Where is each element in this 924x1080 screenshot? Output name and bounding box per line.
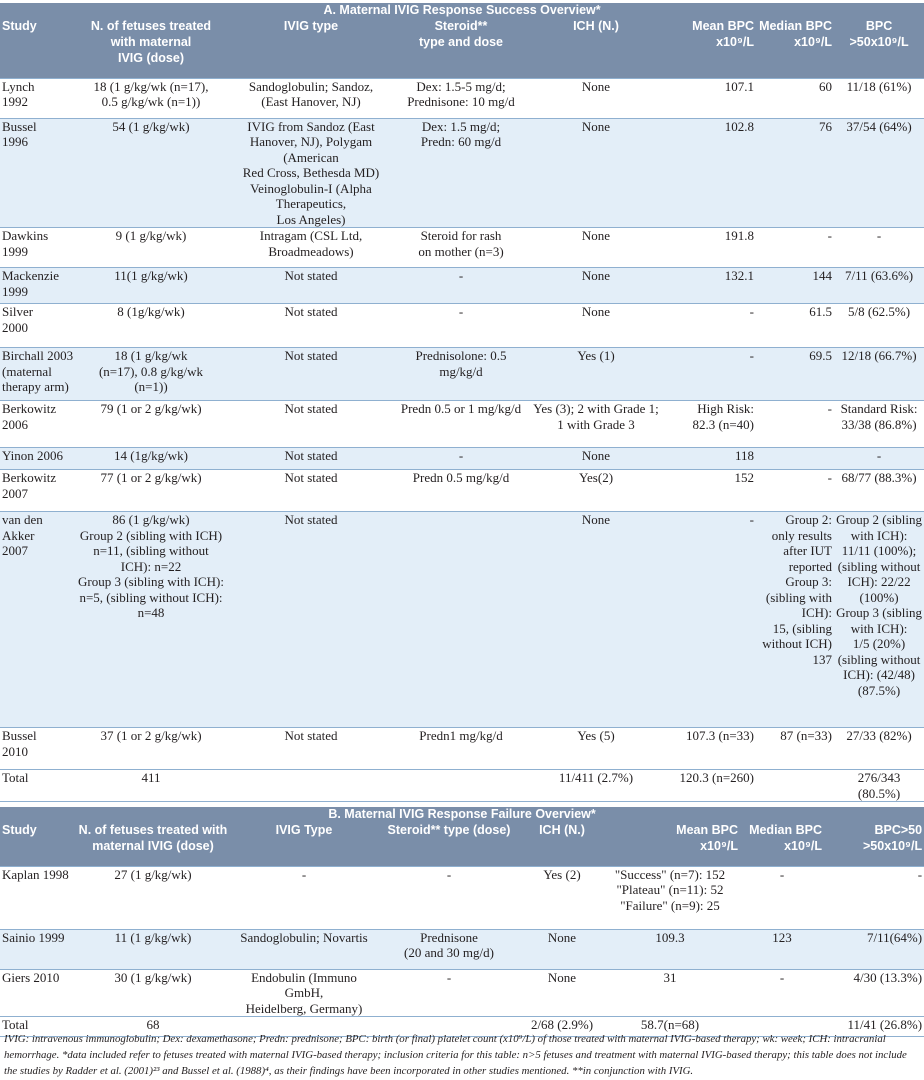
table-row bbox=[0, 728, 924, 770]
table-cell: Yes (5) bbox=[526, 728, 666, 770]
table-row bbox=[0, 866, 924, 929]
table-cell: Giers 2010 bbox=[0, 969, 72, 1017]
table-cell: Dex: 1.5 mg/d; Predn: 60 mg/d bbox=[396, 118, 526, 228]
total-cell: 2/68 (2.9%) bbox=[524, 1017, 600, 1037]
table-cell: 27/33 (82%) bbox=[834, 728, 924, 770]
table-cell: Group 2 (sibling with ICH): 11/11 (100%); (sibling without ICH): 22/22 (100%) Group 3 (sibling with ICH): 1/5 (20%) (sibling without ICH): (42/48) (87.5%) bbox=[834, 512, 924, 728]
table-cell: 27 (1 g/kg/wk) bbox=[72, 866, 234, 929]
table-cell: 12/18 (66.7%) bbox=[834, 348, 924, 401]
header-median-bpc: Median BPC x10⁹/L bbox=[756, 18, 834, 78]
table-cell: Mackenzie 1999 bbox=[0, 268, 76, 304]
table-cell: IVIG from Sandoz (East Hanover, NJ), Polygam (American Red Cross, Bethesda MD) Veinoglobulin-I (Alpha Therapeutics, Los Angeles) bbox=[226, 118, 396, 228]
total-cell: Total bbox=[0, 770, 76, 802]
table-cell: 60 bbox=[756, 78, 834, 118]
table-row bbox=[0, 304, 924, 348]
table-row bbox=[0, 401, 924, 448]
table-cell: Not stated bbox=[226, 728, 396, 770]
table-cell: 30 (1 g/kg/wk) bbox=[72, 969, 234, 1017]
table-cell: 9 (1 g/kg/wk) bbox=[76, 228, 226, 268]
table-cell: - bbox=[666, 348, 756, 401]
table-cell: Not stated bbox=[226, 470, 396, 512]
table-cell: Predn1 mg/kg/d bbox=[396, 728, 526, 770]
table-cell: 107.1 bbox=[666, 78, 756, 118]
table-cell: None bbox=[526, 228, 666, 268]
table-cell: 79 (1 or 2 g/kg/wk) bbox=[76, 401, 226, 448]
table-row bbox=[0, 929, 924, 969]
table-cell: - bbox=[396, 304, 526, 348]
table-row bbox=[0, 969, 924, 1017]
table-cell: 77 (1 or 2 g/kg/wk) bbox=[76, 470, 226, 512]
table-cell: None bbox=[526, 448, 666, 470]
table-cell: None bbox=[524, 929, 600, 969]
header-steroid: Steroid** type and dose bbox=[396, 18, 526, 78]
table-cell: Not stated bbox=[226, 512, 396, 728]
table-cell: Silver 2000 bbox=[0, 304, 76, 348]
header-fetuses: N. of fetuses treated with maternal IVIG (dose) bbox=[76, 18, 226, 78]
table-cell: 4/30 (13.3%) bbox=[824, 969, 924, 1017]
header-ich: ICH (N.) bbox=[524, 822, 600, 866]
table-cell bbox=[396, 512, 526, 728]
table-cell: Berkowitz 2006 bbox=[0, 401, 76, 448]
table-b-title: B. Maternal IVIG Response Failure Overview* bbox=[0, 807, 924, 822]
header-steroid: Steroid** type (dose) bbox=[374, 822, 524, 866]
table-row bbox=[0, 268, 924, 304]
table-row bbox=[0, 78, 924, 118]
header-study: Study bbox=[0, 18, 76, 78]
table-cell: - bbox=[756, 401, 834, 448]
total-cell: 58.7(n=68) bbox=[600, 1017, 740, 1037]
table-cell: Not stated bbox=[226, 304, 396, 348]
table-cell: - bbox=[834, 448, 924, 470]
table-row bbox=[0, 448, 924, 470]
table-b-body bbox=[0, 866, 924, 1037]
total-cell: 411 bbox=[76, 770, 226, 802]
table-cell: 118 bbox=[666, 448, 756, 470]
header-fetuses: N. of fetuses treated with maternal IVIG (dose) bbox=[72, 822, 234, 866]
table-cell: Steroid for rash on mother (n=3) bbox=[396, 228, 526, 268]
table-cell: - bbox=[740, 866, 824, 929]
table-cell: Bussel 2010 bbox=[0, 728, 76, 770]
table-b-title-row bbox=[0, 807, 924, 822]
table-cell: Sandoglobulin; Sandoz, (East Hanover, NJ) bbox=[226, 78, 396, 118]
table-cell: - bbox=[374, 866, 524, 929]
table-cell: 5/8 (62.5%) bbox=[834, 304, 924, 348]
table-cell: Yes (1) bbox=[526, 348, 666, 401]
table-cell: - bbox=[666, 304, 756, 348]
table-row bbox=[0, 118, 924, 228]
table-cell: Sainio 1999 bbox=[0, 929, 72, 969]
header-study: Study bbox=[0, 822, 72, 866]
total-cell: 68 bbox=[72, 1017, 234, 1037]
table-cell: Prednisolone: 0.5 mg/kg/d bbox=[396, 348, 526, 401]
table-cell: 191.8 bbox=[666, 228, 756, 268]
table-cell: 109.3 bbox=[600, 929, 740, 969]
table-cell: Berkowitz 2007 bbox=[0, 470, 76, 512]
table-cell: Not stated bbox=[226, 348, 396, 401]
table-cell: 18 (1 g/kg/wk (n=17), 0.5 g/kg/wk (n=1)) bbox=[76, 78, 226, 118]
footnote: IVIG: intravenous immunoglobulin; Dex: dexamethasone; Predn: prednisone; BPC: birth (or final) platelet count (x10⁹/L) of those treated with maternal IVIG-based therapy; wk: week; ICH: intracranial hemorrhage. *data included refer to fetuses treated with maternal IVIG-based therapy; inclusion criteria for this table: n>5 fetuses and treatment with maternal IVIG-based therapy; this table does not include the studies by Radder et al. (2001)²³ and Bussel et al. (1988)⁴, as their findings have been incorporated in other studies mentioned. **in conjunction with IVIG. bbox=[4, 1033, 907, 1077]
table-cell: Sandoglobulin; Novartis bbox=[234, 929, 374, 969]
table-cell: Predn 0.5 mg/kg/d bbox=[396, 470, 526, 512]
table-a-title-row bbox=[0, 3, 924, 18]
total-cell bbox=[396, 770, 526, 802]
table-cell: 87 (n=33) bbox=[756, 728, 834, 770]
table-cell: Predn 0.5 or 1 mg/kg/d bbox=[396, 401, 526, 448]
table-a-body bbox=[0, 78, 924, 802]
table-row bbox=[0, 348, 924, 401]
table-cell: None bbox=[526, 304, 666, 348]
header-ivig-type: IVIG type bbox=[226, 18, 396, 78]
total-cell: Total bbox=[0, 1017, 72, 1037]
table-row bbox=[0, 228, 924, 268]
header-bpc-50: BPC >50x10⁹/L bbox=[834, 18, 924, 78]
table-cell: 132.1 bbox=[666, 268, 756, 304]
table-cell: - bbox=[234, 866, 374, 929]
table-cell: Lynch 1992 bbox=[0, 78, 76, 118]
header-mean-bpc: Mean BPC x10⁹/L bbox=[666, 18, 756, 78]
table-cell: - bbox=[756, 228, 834, 268]
table-cell: 152 bbox=[666, 470, 756, 512]
table-cell: 86 (1 g/kg/wk) Group 2 (sibling with ICH) n=11, (sibling without ICH): n=22 Group 3 (sibling with ICH): n=5, (sibling without ICH): n=48 bbox=[76, 512, 226, 728]
table-cell: Not stated bbox=[226, 268, 396, 304]
table-cell: - bbox=[396, 268, 526, 304]
table-cell: Yes(2) bbox=[526, 470, 666, 512]
table-cell: 31 bbox=[600, 969, 740, 1017]
total-cell bbox=[226, 770, 396, 802]
table-cell bbox=[756, 448, 834, 470]
table-cell: 69.5 bbox=[756, 348, 834, 401]
table-cell: Group 2: only results after IUT reported Group 3: (sibling with ICH): 15, (sibling without ICH) 137 bbox=[756, 512, 834, 728]
table-cell: - bbox=[374, 969, 524, 1017]
table-cell: 37/54 (64%) bbox=[834, 118, 924, 228]
table-cell: Yinon 2006 bbox=[0, 448, 76, 470]
table-cell: 76 bbox=[756, 118, 834, 228]
table-cell: Dex: 1.5-5 mg/d; Prednisone: 10 mg/d bbox=[396, 78, 526, 118]
header-ivig-type: IVIG Type bbox=[234, 822, 374, 866]
table-cell: Intragam (CSL Ltd, Broadmeadows) bbox=[226, 228, 396, 268]
total-cell: 120.3 (n=260) bbox=[666, 770, 756, 802]
table-cell: "Success" (n=7): 152 "Plateau" (n=11): 52 "Failure" (n=9): 25 bbox=[600, 866, 740, 929]
table-cell: 61.5 bbox=[756, 304, 834, 348]
header-ich: ICH (N.) bbox=[526, 18, 666, 78]
table-cell: Yes (3); 2 with Grade 1; 1 with Grade 3 bbox=[526, 401, 666, 448]
header-median-bpc: Median BPC x10⁹/L bbox=[740, 822, 824, 866]
table-cell: 18 (1 g/kg/wk (n=17), 0.8 g/kg/wk (n=1)) bbox=[76, 348, 226, 401]
table-cell: - bbox=[666, 512, 756, 728]
table-cell: van den Akker 2007 bbox=[0, 512, 76, 728]
total-cell: 11/411 (2.7%) bbox=[526, 770, 666, 802]
table-cell: Kaplan 1998 bbox=[0, 866, 72, 929]
table-cell: 102.8 bbox=[666, 118, 756, 228]
table-cell: 7/11(64%) bbox=[824, 929, 924, 969]
table-cell: Standard Risk: 33/38 (86.8%) bbox=[834, 401, 924, 448]
total-row bbox=[0, 770, 924, 802]
table-cell: None bbox=[526, 268, 666, 304]
table-row bbox=[0, 470, 924, 512]
table-cell: None bbox=[526, 118, 666, 228]
table-b-header-row bbox=[0, 822, 924, 866]
table-cell: High Risk: 82.3 (n=40) bbox=[666, 401, 756, 448]
table-cell: 11(1 g/kg/wk) bbox=[76, 268, 226, 304]
table-cell: Bussel 1996 bbox=[0, 118, 76, 228]
table-cell: 144 bbox=[756, 268, 834, 304]
table-cell: None bbox=[524, 969, 600, 1017]
table-cell: - bbox=[740, 969, 824, 1017]
table-cell: 37 (1 or 2 g/kg/wk) bbox=[76, 728, 226, 770]
table-cell: 11 (1 g/kg/wk) bbox=[72, 929, 234, 969]
table-cell: Not stated bbox=[226, 401, 396, 448]
header-mean-bpc: Mean BPC x10⁹/L bbox=[600, 822, 740, 866]
table-row bbox=[0, 512, 924, 728]
table-cell: 8 (1g/kg/wk) bbox=[76, 304, 226, 348]
table-a bbox=[0, 3, 924, 802]
table-cell: - bbox=[396, 448, 526, 470]
table-cell: - bbox=[834, 228, 924, 268]
table-cell: Endobulin (Immuno GmbH, Heidelberg, Germany) bbox=[234, 969, 374, 1017]
table-cell: Birchall 2003 (maternal therapy arm) bbox=[0, 348, 76, 401]
table-cell: - bbox=[756, 470, 834, 512]
table-cell: 11/18 (61%) bbox=[834, 78, 924, 118]
total-cell bbox=[756, 770, 834, 802]
table-cell: 68/77 (88.3%) bbox=[834, 470, 924, 512]
table-cell: 107.3 (n=33) bbox=[666, 728, 756, 770]
total-cell: 11/41 (26.8%) bbox=[824, 1017, 924, 1037]
table-cell: Prednisone (20 and 30 mg/d) bbox=[374, 929, 524, 969]
table-cell: None bbox=[526, 512, 666, 728]
table-cell: 7/11 (63.6%) bbox=[834, 268, 924, 304]
table-cell: 123 bbox=[740, 929, 824, 969]
table-cell: Dawkins 1999 bbox=[0, 228, 76, 268]
table-cell: 54 (1 g/kg/wk) bbox=[76, 118, 226, 228]
header-bpc-50: BPC>50 >50x10⁹/L bbox=[824, 822, 924, 866]
table-cell: 14 (1g/kg/wk) bbox=[76, 448, 226, 470]
table-cell: - bbox=[824, 866, 924, 929]
table-cell: Yes (2) bbox=[524, 866, 600, 929]
table-cell: None bbox=[526, 78, 666, 118]
table-cell: Not stated bbox=[226, 448, 396, 470]
total-cell: 276/343 (80.5%) bbox=[834, 770, 924, 802]
table-a-header-row bbox=[0, 18, 924, 78]
table-b bbox=[0, 807, 924, 1037]
table-a-title: A. Maternal IVIG Response Success Overview* bbox=[0, 3, 924, 18]
